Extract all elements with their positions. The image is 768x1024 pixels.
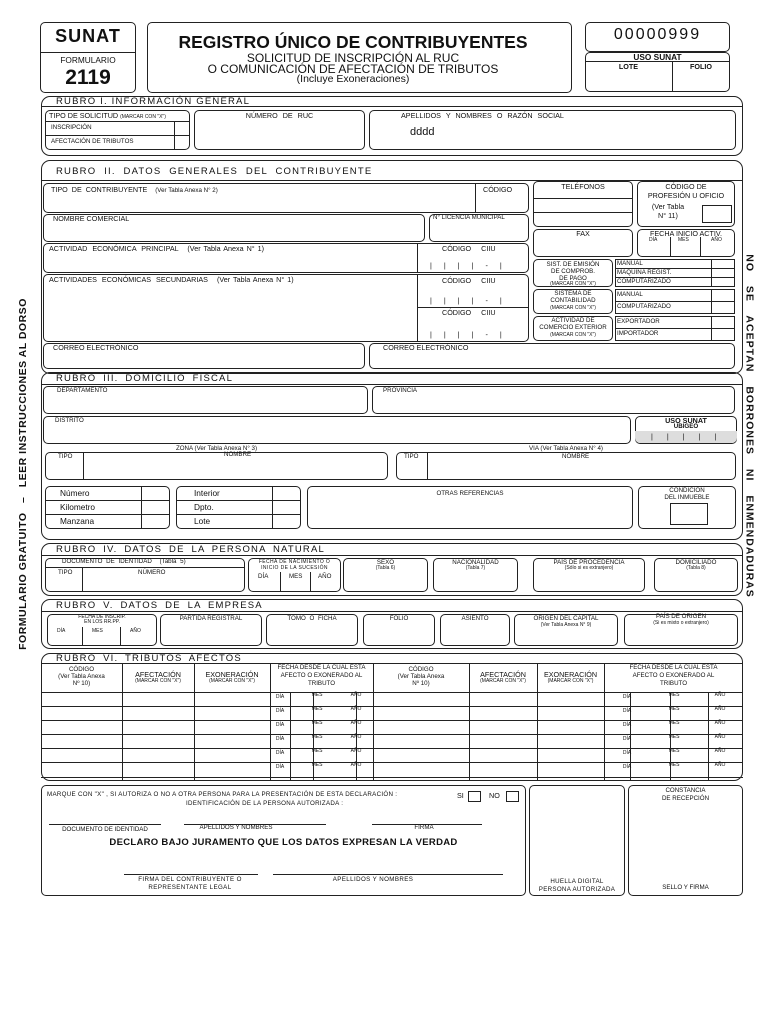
uso-sunat-label: USO SUNAT <box>633 52 682 62</box>
codigo-profesion-label-3: (Ver Tabla <box>651 202 685 211</box>
tributo-row-4-mes-b: MES <box>668 748 680 754</box>
ciiu-ticks-1: ||||-| <box>430 261 514 270</box>
via-nombre-label: NOMBRE <box>562 453 590 460</box>
tributo-row-1-mes-a: MES <box>311 706 323 712</box>
correo-electronico-2-label: CORREO ELECTRÓNICO <box>383 343 469 352</box>
documento-numero-label: NÚMERO <box>138 569 166 576</box>
rubro-4-title: RUBRO IV. DATOS DE LA PERSONA NATURAL <box>56 544 325 555</box>
tributo-row-2-anio-a: AÑO <box>350 720 362 726</box>
rubro-3-title: RUBRO III. DOMICILIO FISCAL <box>56 373 234 384</box>
tributos-fecha-label-1b: AFECTO O EXONERADO AL <box>280 672 363 679</box>
uso-sunat-ubigeo-label: USO SUNAT <box>665 416 707 425</box>
constancia-label-1: CONSTANCIA <box>665 787 706 794</box>
tributo-row-5-mes-b: MES <box>668 762 680 768</box>
tributo-row-2-dia-b: DÍA <box>622 722 632 728</box>
rubro-2-title: RUBRO II. DATOS GENERALES DEL CONTRIBUYENTE <box>56 166 373 177</box>
tributos-afectacion-hint-2: (MARCAR CON "X") <box>480 678 526 684</box>
dpto-label: Dpto. <box>194 502 214 512</box>
autorizacion-si-label: SI <box>457 791 464 800</box>
tributo-row-3-mes-b: MES <box>668 734 680 740</box>
tipo-contribuyente-label <box>51 186 218 194</box>
emision-computarizado[interactable]: COMPUTARIZADO <box>617 278 671 285</box>
apellidos-contribuyente-label: APELLIDOS Y NOMBRES <box>332 876 414 883</box>
tributos-codigo-label-6: Nº 10) <box>412 680 430 687</box>
tipo-contribuyente-text: TIPO DE CONTRIBUYENTE <box>51 185 148 194</box>
tributos-fecha-label-1a: FECHA DESDE LA CUAL ESTA <box>277 664 366 671</box>
constancia-label-2: DE RECEPCIÓN <box>661 795 710 802</box>
form-subtitle-3: (Incluye Exoneraciones) <box>296 73 410 85</box>
huella-label-2: PERSONA AUTORIZADA <box>538 886 616 893</box>
tributos-fecha-label-2c: TRIBUTO <box>659 680 688 687</box>
fecha-nacimiento-dia: DÍA <box>258 573 269 580</box>
tributo-row-4-anio-a: AÑO <box>350 748 362 754</box>
tributo-row-1-dia-a: DÍA <box>275 708 285 714</box>
nacionalidad-label: NACIONALIDAD <box>452 559 499 566</box>
via-label: VIA (Ver Tabla Anexa N° 4) <box>529 445 603 452</box>
comercio-exterior-hint: (MARCAR CON "X") <box>550 332 596 338</box>
tributo-row-4-mes-a: MES <box>311 748 323 754</box>
kilometro-label: Kilometro <box>60 502 96 512</box>
origen-capital-label-2: (Ver Tabla Anexa N° 9) <box>540 622 592 628</box>
tomo-ficha-label: TOMO O FICHA <box>287 615 337 622</box>
codigo-profesion-label-2: PROFESIÓN U OFICIO <box>647 191 725 200</box>
tributos-exoneracion-hint-1: (MARCAR CON "X") <box>209 678 255 684</box>
ciiu-ticks-3: ||||-| <box>430 330 514 339</box>
firma-contribuyente-label-1: FIRMA DEL CONTRIBUYENTE O <box>138 876 242 883</box>
sello-firma-label: SELLO Y FIRMA <box>662 884 709 891</box>
numero-label: Número <box>60 488 90 498</box>
tributos-codigo-label-2: (Ver Tabla Anexa <box>58 673 105 680</box>
comercio-exportador[interactable]: EXPORTADOR <box>617 318 660 325</box>
codigo-profesion-label-4: N° 11) <box>658 211 678 220</box>
fecha-inscripcion-label-2: EN LOS RR.PP. <box>84 619 120 625</box>
form-title: REGISTRO ÚNICO DE CONTRIBUYENTES <box>178 32 528 52</box>
fecha-nacimiento-mes: MES <box>289 573 303 580</box>
distrito-label: DISTRITO <box>55 417 84 424</box>
tributo-row-2-dia-a: DÍA <box>275 722 285 728</box>
fecha-inicio-mes: MES <box>678 237 689 243</box>
tributos-codigo-label-4: CÓDIGO <box>408 666 434 673</box>
comercio-exterior-label-2: COMERCIO EXTERIOR <box>539 324 607 331</box>
via-tipo-label: TIPO <box>404 453 419 460</box>
emision-label-3: DE PAGO <box>559 275 587 282</box>
tipo-contribuyente-hint: (Ver Tabla Anexa N° 2) <box>155 187 218 194</box>
pais-origen-label-2: (Si es mixto o extranjero) <box>653 620 709 626</box>
pais-procedencia-hint: (Sólo si es extranjero) <box>564 565 614 571</box>
tributo-row-3-dia-b: DÍA <box>622 736 632 742</box>
pais-procedencia-label: PAÍS DE PROCEDENCIA <box>553 559 625 566</box>
tributo-row-1-dia-b: DÍA <box>622 708 632 714</box>
partida-registral-label: PARTIDA REGISTRAL <box>179 615 243 622</box>
tributo-row-1-mes-b: MES <box>668 706 680 712</box>
tributos-exoneracion-hint-2: (MARCAR CON "X") <box>547 678 594 684</box>
tipo-solicitud-text: TIPO DE SOLICITUD <box>49 111 119 120</box>
emision-label-2: DE COMPROB. <box>550 268 595 275</box>
contabilidad-label-2: CONTABILIDAD <box>550 297 596 304</box>
tributo-row-0-mes-a: MES <box>311 692 323 698</box>
fax-label: FAX <box>576 229 590 238</box>
tributo-row-2-anio-b: AÑO <box>714 720 726 726</box>
emision-maquina[interactable]: MAQUINA REGIST. <box>617 269 672 276</box>
fecha-nacimiento-label-2: INICIO DE LA SUCESIÓN <box>261 565 328 571</box>
side-instrucciones: LEER INSTRUCCIONES AL DORSO <box>16 298 29 488</box>
autorizacion-no-label: NO <box>489 791 500 800</box>
documento-identidad-label <box>62 559 186 565</box>
tributo-row-0-dia-a: DÍA <box>275 694 285 700</box>
condicion-label-2: DEL INMUEBLE <box>664 494 710 501</box>
tributos-afectacion-label-2: AFECTACIÓN <box>480 670 526 679</box>
nacionalidad-hint: (Tabla 7) <box>465 565 486 571</box>
tributos-fecha-label-1c: TRIBUTO <box>307 680 336 687</box>
contabilidad-label-1: SISTEMA DE <box>554 290 592 297</box>
tributo-row-2-mes-b: MES <box>668 720 680 726</box>
autorizado-apellidos-label: APELLIDOS Y NOMBRES <box>199 824 273 831</box>
actividades-secundarias-hint: (Ver Tabla Anexa N° 1) <box>216 275 294 284</box>
zona-field[interactable] <box>45 452 388 480</box>
actividad-principal-hint: (Ver Tabla Anexa N° 1) <box>187 244 265 253</box>
tributos-exoneracion-label-2: EXONERACIÓN <box>543 670 598 679</box>
codigo-profesion-label-1: CÓDIGO DE <box>665 182 707 191</box>
razon-social-label: APELLIDOS Y NOMBRES O RAZÓN SOCIAL <box>401 111 564 120</box>
fecha-nacimiento-label-1: FECHA DE NACIMIENTO O <box>258 559 331 565</box>
tributo-row-5-mes-a: MES <box>311 762 323 768</box>
condicion-label-1: CONDICIÓN <box>669 487 705 494</box>
zona-nombre-label: NOMBRE <box>224 451 252 458</box>
side-text-left <box>18 298 29 650</box>
telefonos-label: TELÉFONOS <box>561 182 605 191</box>
sexo-label: SEXO <box>376 559 395 566</box>
comercio-importador[interactable]: IMPORTADOR <box>617 330 659 337</box>
tributo-row-1-anio-b: AÑO <box>714 706 726 712</box>
tributos-codigo-label-1: CÓDIGO <box>68 666 95 673</box>
fecha-inscripcion-anio: AÑO <box>130 628 141 634</box>
actividad-principal-ciiu: CÓDIGO CIIU <box>442 244 496 253</box>
fecha-inscripcion-mes: MES <box>92 628 103 634</box>
provincia-label: PROVINCIA <box>383 387 418 394</box>
huella-label-1: HUELLA DIGITAL <box>550 878 604 885</box>
origen-capital-label-1: ORIGEN DEL CAPITAL <box>533 615 599 622</box>
side-gratuito: FORMULARIO GRATUITO <box>16 512 29 650</box>
zona-label: ZONA (Ver Tabla Anexa N° 3) <box>175 445 258 452</box>
tributos-afectacion-label-1: AFECTACIÓN <box>135 670 181 679</box>
sunat-logo: SUNAT <box>55 26 121 46</box>
side-dash: – <box>16 496 29 504</box>
actividad-principal-label <box>49 245 264 252</box>
tributos-exoneracion-label-1: EXONERACIÓN <box>205 670 259 679</box>
tributo-row-3-anio-a: AÑO <box>350 734 362 740</box>
form-label: FORMULARIO <box>60 55 116 65</box>
serial-number: 00000999 <box>613 26 702 43</box>
actividad-principal-text: ACTIVIDAD ECONÓMICA PRINCIPAL <box>49 244 179 253</box>
actividades-secundarias-ciiu-1: CÓDIGO CIIU <box>442 276 496 285</box>
tributo-row-5-dia-b: DÍA <box>622 764 632 770</box>
firma-contribuyente-label-2: REPRESENTANTE LEGAL <box>148 884 232 891</box>
fecha-inicio-dia: DÍA <box>649 237 658 243</box>
tributo-row-3-anio-b: AÑO <box>714 734 726 740</box>
tributo-row-1-anio-a: AÑO <box>350 706 362 712</box>
fecha-inicio-label: FECHA INICIO ACTIV. <box>649 229 723 238</box>
fecha-inscripcion-label-1: FECHA DE INSCRIP. <box>78 614 126 620</box>
ciiu-ticks-2: ||||-| <box>430 296 514 305</box>
manzana-label: Manzana <box>60 516 95 526</box>
ubigeo-label: UBIGEO <box>673 423 699 430</box>
otras-referencias-label: OTRAS REFERENCIAS <box>436 490 504 497</box>
inscripcion-option[interactable]: INSCRIPCIÓN <box>51 124 92 131</box>
zona-tipo-label: TIPO <box>58 453 73 460</box>
autorizacion-no-checkbox[interactable] <box>506 791 519 802</box>
provincia-field[interactable] <box>372 386 735 414</box>
sexo-hint: (Tabla 6) <box>375 565 396 571</box>
lote-label: LOTE <box>618 62 639 71</box>
distrito-field[interactable] <box>43 416 631 444</box>
nombre-comercial-label: NOMBRE COMERCIAL <box>53 214 130 223</box>
actividades-secundarias-label <box>49 276 294 283</box>
rubro-6-title: RUBRO VI. TRIBUTOS AFECTOS <box>56 653 242 664</box>
tributo-row-0-mes-b: MES <box>668 692 680 698</box>
tributos-afectacion-hint-1: (MARCAR CON "X") <box>135 678 181 684</box>
lote-label: Lote <box>194 516 211 526</box>
tributo-row-3-dia-a: DÍA <box>275 736 285 742</box>
form-subtitle-1: SOLICITUD DE INSCRIPCIÓN AL RUC <box>246 51 460 65</box>
tributos-fecha-label-2a: FECHA DESDE LA CUAL ESTA <box>629 664 718 671</box>
form-subtitle-2: O COMUNICACIÓN DE AFECTACIÓN DE TRIBUTOS <box>207 62 499 76</box>
ubigeo-ticks: ||||| <box>651 432 731 441</box>
autorizacion-si-checkbox[interactable] <box>468 791 481 802</box>
tributo-row-5-anio-a: AÑO <box>350 762 362 768</box>
comercio-exterior-label-1: ACTIVIDAD DE <box>551 317 595 324</box>
documento-identidad-text: DOCUMENTO DE IDENTIDAD <box>62 558 152 565</box>
tipo-contribuyente-codigo: CÓDIGO <box>483 185 513 194</box>
tributos-codigo-label-5: (Ver Tabla Anexa <box>397 673 445 680</box>
tributo-row-5-dia-a: DÍA <box>275 764 285 770</box>
pais-origen-label-1: PAÍS DE ORIGEN <box>655 613 707 620</box>
domiciliado-label: DOMICILIADO <box>675 559 717 566</box>
tipo-solicitud-hint: (MARCAR CON "X") <box>120 114 166 120</box>
actividades-secundarias-text: ACTIVIDADES ECONÓMICAS SECUNDARIAS <box>49 275 208 284</box>
tributo-row-4-dia-b: DÍA <box>622 750 632 756</box>
emision-manual[interactable]: MANUAL <box>617 260 643 267</box>
documento-identidad-hint: (Tabla 5) <box>159 558 186 565</box>
tributos-codigo-label-3: Nº 10) <box>72 680 91 687</box>
ruc-label: NÚMERO DE RUC <box>245 111 314 120</box>
actividades-secundarias-ciiu-2: CÓDIGO CIIU <box>442 308 496 317</box>
emision-hint: (MARCAR CON "X") <box>550 281 596 287</box>
autorizado-firma-label: FIRMA <box>414 824 434 831</box>
rubro-1-title: RUBRO I. INFORMACIÓN GENERAL <box>56 96 251 107</box>
documento-tipo-label: TIPO <box>58 569 73 576</box>
tributo-row-0-anio-a: AÑO <box>350 692 362 698</box>
tributo-row-0-anio-b: AÑO <box>714 692 726 698</box>
interior-label: Interior <box>194 488 220 498</box>
fecha-inscripcion-dia: DÍA <box>57 628 66 634</box>
tributo-row-3-mes-a: MES <box>311 734 323 740</box>
domiciliado-hint: (Tabla 8) <box>686 565 706 571</box>
declaracion-jurada: DECLARO BAJO JURAMENTO QUE LOS DATOS EXPRESAN LA VERDAD <box>109 837 458 848</box>
asiento-label: ASIENTO <box>461 615 489 622</box>
licencia-municipal-label: N° LICENCIA MUNICIPAL <box>433 214 505 221</box>
tributo-row-2-mes-a: MES <box>311 720 323 726</box>
contabilidad-computarizado[interactable]: COMPUTARIZADO <box>617 303 671 310</box>
tributo-row-4-anio-b: AÑO <box>714 748 726 754</box>
contabilidad-manual[interactable]: MANUAL <box>617 291 643 298</box>
emision-label-1: SIST. DE EMISIÓN <box>546 261 600 268</box>
fecha-nacimiento-anio: AÑO <box>318 573 332 580</box>
rubro-5-title: RUBRO V. DATOS DE LA EMPRESA <box>56 600 263 611</box>
tipo-solicitud-label <box>49 112 166 120</box>
autorizado-documento-label: DOCUMENTO DE IDENTIDAD <box>62 826 148 833</box>
correo-electronico-1-label: CORREO ELECTRÓNICO <box>53 343 139 352</box>
persona-autorizada-label: IDENTIFICACIÓN DE LA PERSONA AUTORIZADA : <box>186 800 344 807</box>
tributo-row-0-dia-b: DÍA <box>622 694 632 700</box>
tributo-row-5-anio-b: AÑO <box>714 762 726 768</box>
tributo-row-4-dia-a: DÍA <box>275 750 285 756</box>
contabilidad-hint: (MARCAR CON "X") <box>550 305 596 311</box>
tributos-fecha-label-2b: AFECTO O EXONERADO AL <box>632 672 715 679</box>
afectacion-option[interactable]: AFECTACIÓN DE TRIBUTOS <box>51 138 134 145</box>
razon-social-value[interactable]: dddd <box>410 126 435 138</box>
form-number: 2119 <box>65 66 111 89</box>
folio-label: FOLIO <box>690 62 712 71</box>
fecha-inicio-anio: AÑO <box>711 237 722 243</box>
side-text-right: NO SE ACEPTAN BORRONES NI ENMENDADURAS <box>743 254 756 598</box>
autorizacion-text: MARQUE CON "X" , SI AUTORIZA O NO A OTRA PERSONA PARA LA PRESENTACIÓN DE ESTA DECLARACIÓN : <box>47 791 398 798</box>
departamento-label: DEPARTAMENTO <box>57 387 108 394</box>
folio-field-label: FOLIO <box>389 615 409 622</box>
